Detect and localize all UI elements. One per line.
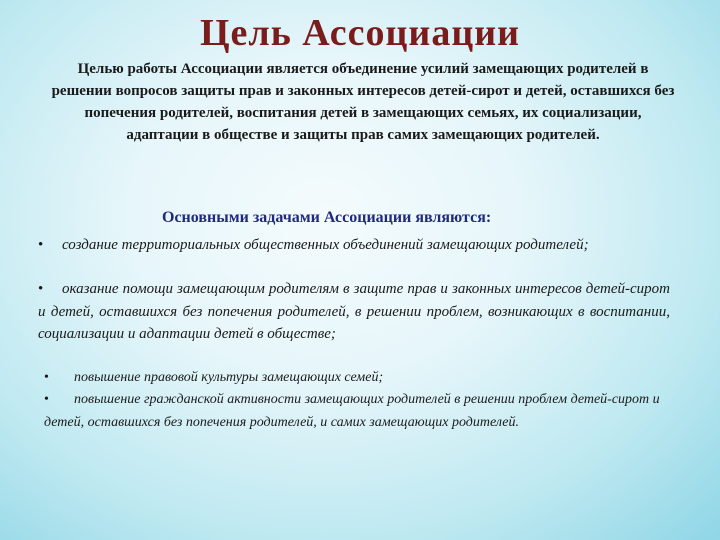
task-item — [38, 278, 670, 346]
slide-title: Цель Ассоциации — [199, 12, 521, 54]
task-item — [44, 388, 684, 434]
bullet-icon: • — [38, 237, 44, 253]
intro-paragraph: Целью работы Ассоциации является объединение усилий замещающих родителей в решении вопросов защиты прав и законных интересов детей-сирот и детей, оставшихся без попечения родителей, воспитания детей в замещающих семьях, их социализации, адаптации в обществе и защиты прав самих замещающих родителей. — [51, 61, 675, 143]
task-text: повышение правовой культуры замещающих семей; — [74, 370, 384, 385]
bullet-icon: • — [44, 392, 49, 407]
tasks-heading: Основными задачами Ассоциации являются: — [162, 209, 492, 226]
task-text: оказание помощи замещающим родителям в защите прав и законных интересов детей-сирот и детей, оставшихся без попечения родителей, в решении проблем, возникающих в воспитании, социализации и адаптации детей в обществе; — [38, 281, 670, 342]
task-text: создание территориальных общественных объединений замещающих родителей; — [62, 237, 589, 253]
task-item — [38, 234, 670, 256]
task-item — [44, 368, 684, 388]
task-text: повышение гражданской активности замещающих родителей в решении проблем детей-сирот и детей, оставшихся без попечения родителей, и самих замещающих родителей. — [44, 392, 660, 430]
bullet-icon: • — [38, 281, 44, 297]
bullet-icon: • — [44, 370, 49, 385]
